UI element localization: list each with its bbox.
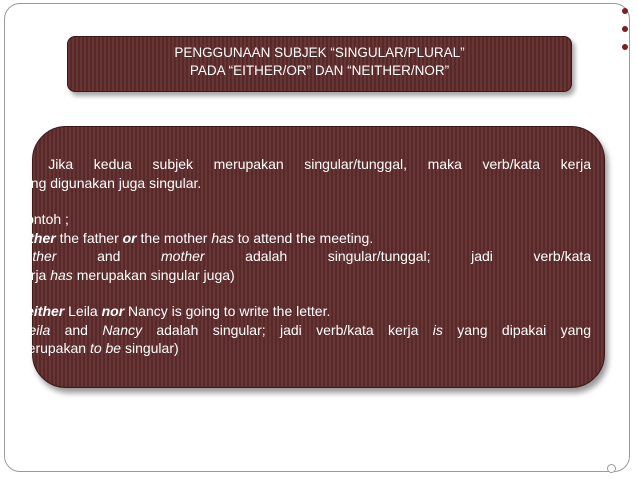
text: Nancy is going to write the letter. <box>124 303 331 319</box>
word-has: has <box>211 229 234 246</box>
word-is: is <box>432 321 443 338</box>
example2-explanation-line-2 <box>16 339 591 358</box>
text: and <box>50 321 103 338</box>
slide-content <box>16 155 591 358</box>
example1-explanation-line-2 <box>16 266 591 285</box>
dot-icon <box>622 26 628 32</box>
word-has: has <box>50 266 73 283</box>
text: to attend the meeting. <box>233 229 374 246</box>
example2-sentence <box>16 302 591 321</box>
title-line-1: PENGGUNAAN SUBJEK “SINGULAR/PLURAL” <box>174 45 465 60</box>
example-label: Contoh ; <box>16 211 69 227</box>
text: adalah singular; jadi verb/kata kerja <box>142 321 433 338</box>
rule-line-2: yang digunakan juga singular. <box>16 174 202 191</box>
slide-title-box <box>67 36 572 92</box>
text: singular) <box>121 340 179 356</box>
word-to-be: to be <box>89 340 122 356</box>
text: singular/tunggal; <box>327 248 431 264</box>
decorative-dots <box>618 8 632 62</box>
word-neither: Neither <box>16 303 65 319</box>
word-leila: Leila <box>20 321 51 338</box>
text: ( <box>16 248 21 264</box>
word-nancy: Nancy <box>102 321 142 338</box>
example1-sentence <box>16 229 591 248</box>
word-either: Either <box>16 229 56 246</box>
dot-icon <box>622 8 628 14</box>
text: kerja <box>16 266 51 283</box>
text: and <box>97 248 121 264</box>
text: verb/kata <box>533 248 592 264</box>
word-or: or <box>122 229 137 246</box>
text: the mother <box>136 229 212 246</box>
text: adalah <box>245 248 288 264</box>
text: Leila <box>64 303 102 319</box>
dot-icon <box>622 44 628 50</box>
text: jadi <box>471 248 493 264</box>
circle-icon <box>607 464 616 473</box>
text: yang dipakai yang <box>442 321 591 338</box>
text: merupakan <box>16 340 90 356</box>
rule-line-1: 1. Jika kedua subjek merupakan singular/tunggal, maka verb/kata kerja <box>16 156 591 172</box>
text: merupakan singular juga) <box>72 266 235 283</box>
word-mother: mother <box>161 248 205 264</box>
text: ( <box>16 321 21 338</box>
example2-explanation-line-1 <box>16 321 591 340</box>
word-father: father <box>20 248 57 264</box>
title-line-2: PADA “EITHER/OR” DAN “NEITHER/NOR” <box>189 63 450 78</box>
text: the father <box>55 229 123 246</box>
word-nor: nor <box>101 303 125 319</box>
example1-explanation-line-1 <box>16 247 591 266</box>
